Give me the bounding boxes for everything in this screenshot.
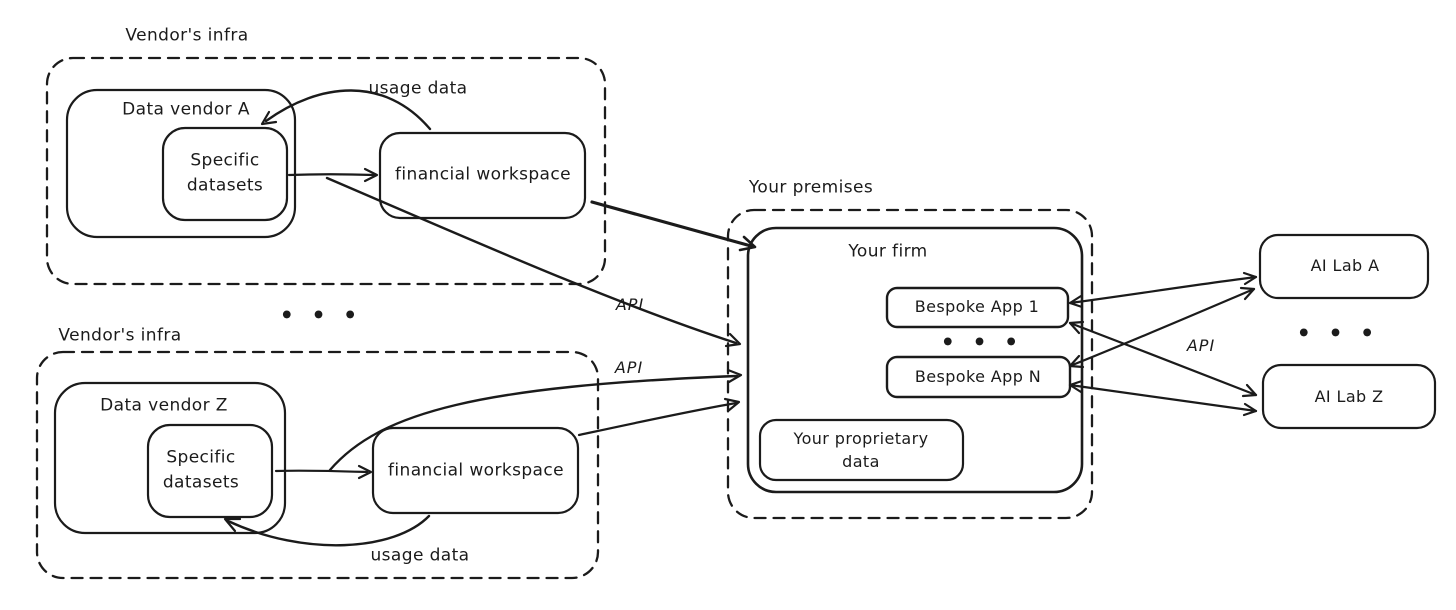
bespoke-app-1-label: Bespoke App 1	[914, 297, 1040, 316]
vendor-a-infra-label: Vendor's infra	[125, 25, 249, 46]
arrow-usage-data-z	[228, 516, 429, 545]
ai-lab-z-label: AI Lab Z	[1314, 387, 1384, 406]
api-label-vendor-a: API	[615, 295, 645, 314]
your-proprietary-data-label	[794, 427, 929, 473]
proprietary-line1: Your proprietary	[793, 428, 929, 448]
api-label-labs: API	[1186, 336, 1216, 355]
vendor-z-usage-data-label: usage data	[370, 545, 470, 566]
your-firm-label: Your firm	[848, 241, 928, 262]
ai-lab-a-label: AI Lab A	[1310, 256, 1380, 275]
arrow-appn-lab-z	[1070, 385, 1256, 411]
vendor-a-title: Data vendor A	[122, 99, 250, 120]
vendor-z-datasets-line2: datasets	[162, 472, 240, 492]
api-label-vendor-z: API	[614, 358, 644, 377]
ellipsis-vendors: • • •	[279, 303, 363, 329]
arrow-datasets-a-to-workspace-a	[289, 174, 374, 175]
ellipsis-labs: • • •	[1296, 321, 1380, 347]
vendor-z-datasets-line1: Specific	[166, 447, 236, 468]
ellipsis-apps: • • •	[940, 330, 1024, 356]
vendor-z-infra-label: Vendor's infra	[58, 325, 182, 346]
proprietary-line2: data	[842, 452, 880, 471]
arrow-appn-lab-a	[1070, 289, 1254, 366]
vendor-z-workspace-label: financial workspace	[388, 460, 564, 481]
vendor-a-datasets-line2: datasets	[186, 175, 264, 195]
vendor-a-usage-data-label: usage data	[368, 78, 468, 99]
vendor-a-workspace-label: financial workspace	[395, 164, 571, 185]
vendor-a-specific-datasets-label	[187, 148, 263, 197]
your-premises-label: Your premises	[748, 177, 874, 198]
arrow-workspace-z-to-firm	[579, 403, 736, 435]
arrow-api-vendor-a-to-firm	[327, 178, 736, 343]
arrow-datasets-z-to-workspace-z	[276, 471, 367, 472]
vendor-a-datasets-line1: Specific	[190, 150, 260, 171]
arrow-app1-lab-z	[1070, 323, 1256, 395]
arrow-api-vendor-z-to-firm	[330, 376, 737, 470]
vendor-z-specific-datasets-label	[163, 445, 239, 494]
vendor-z-title: Data vendor Z	[100, 395, 228, 416]
bespoke-app-n-label: Bespoke App N	[914, 367, 1042, 386]
